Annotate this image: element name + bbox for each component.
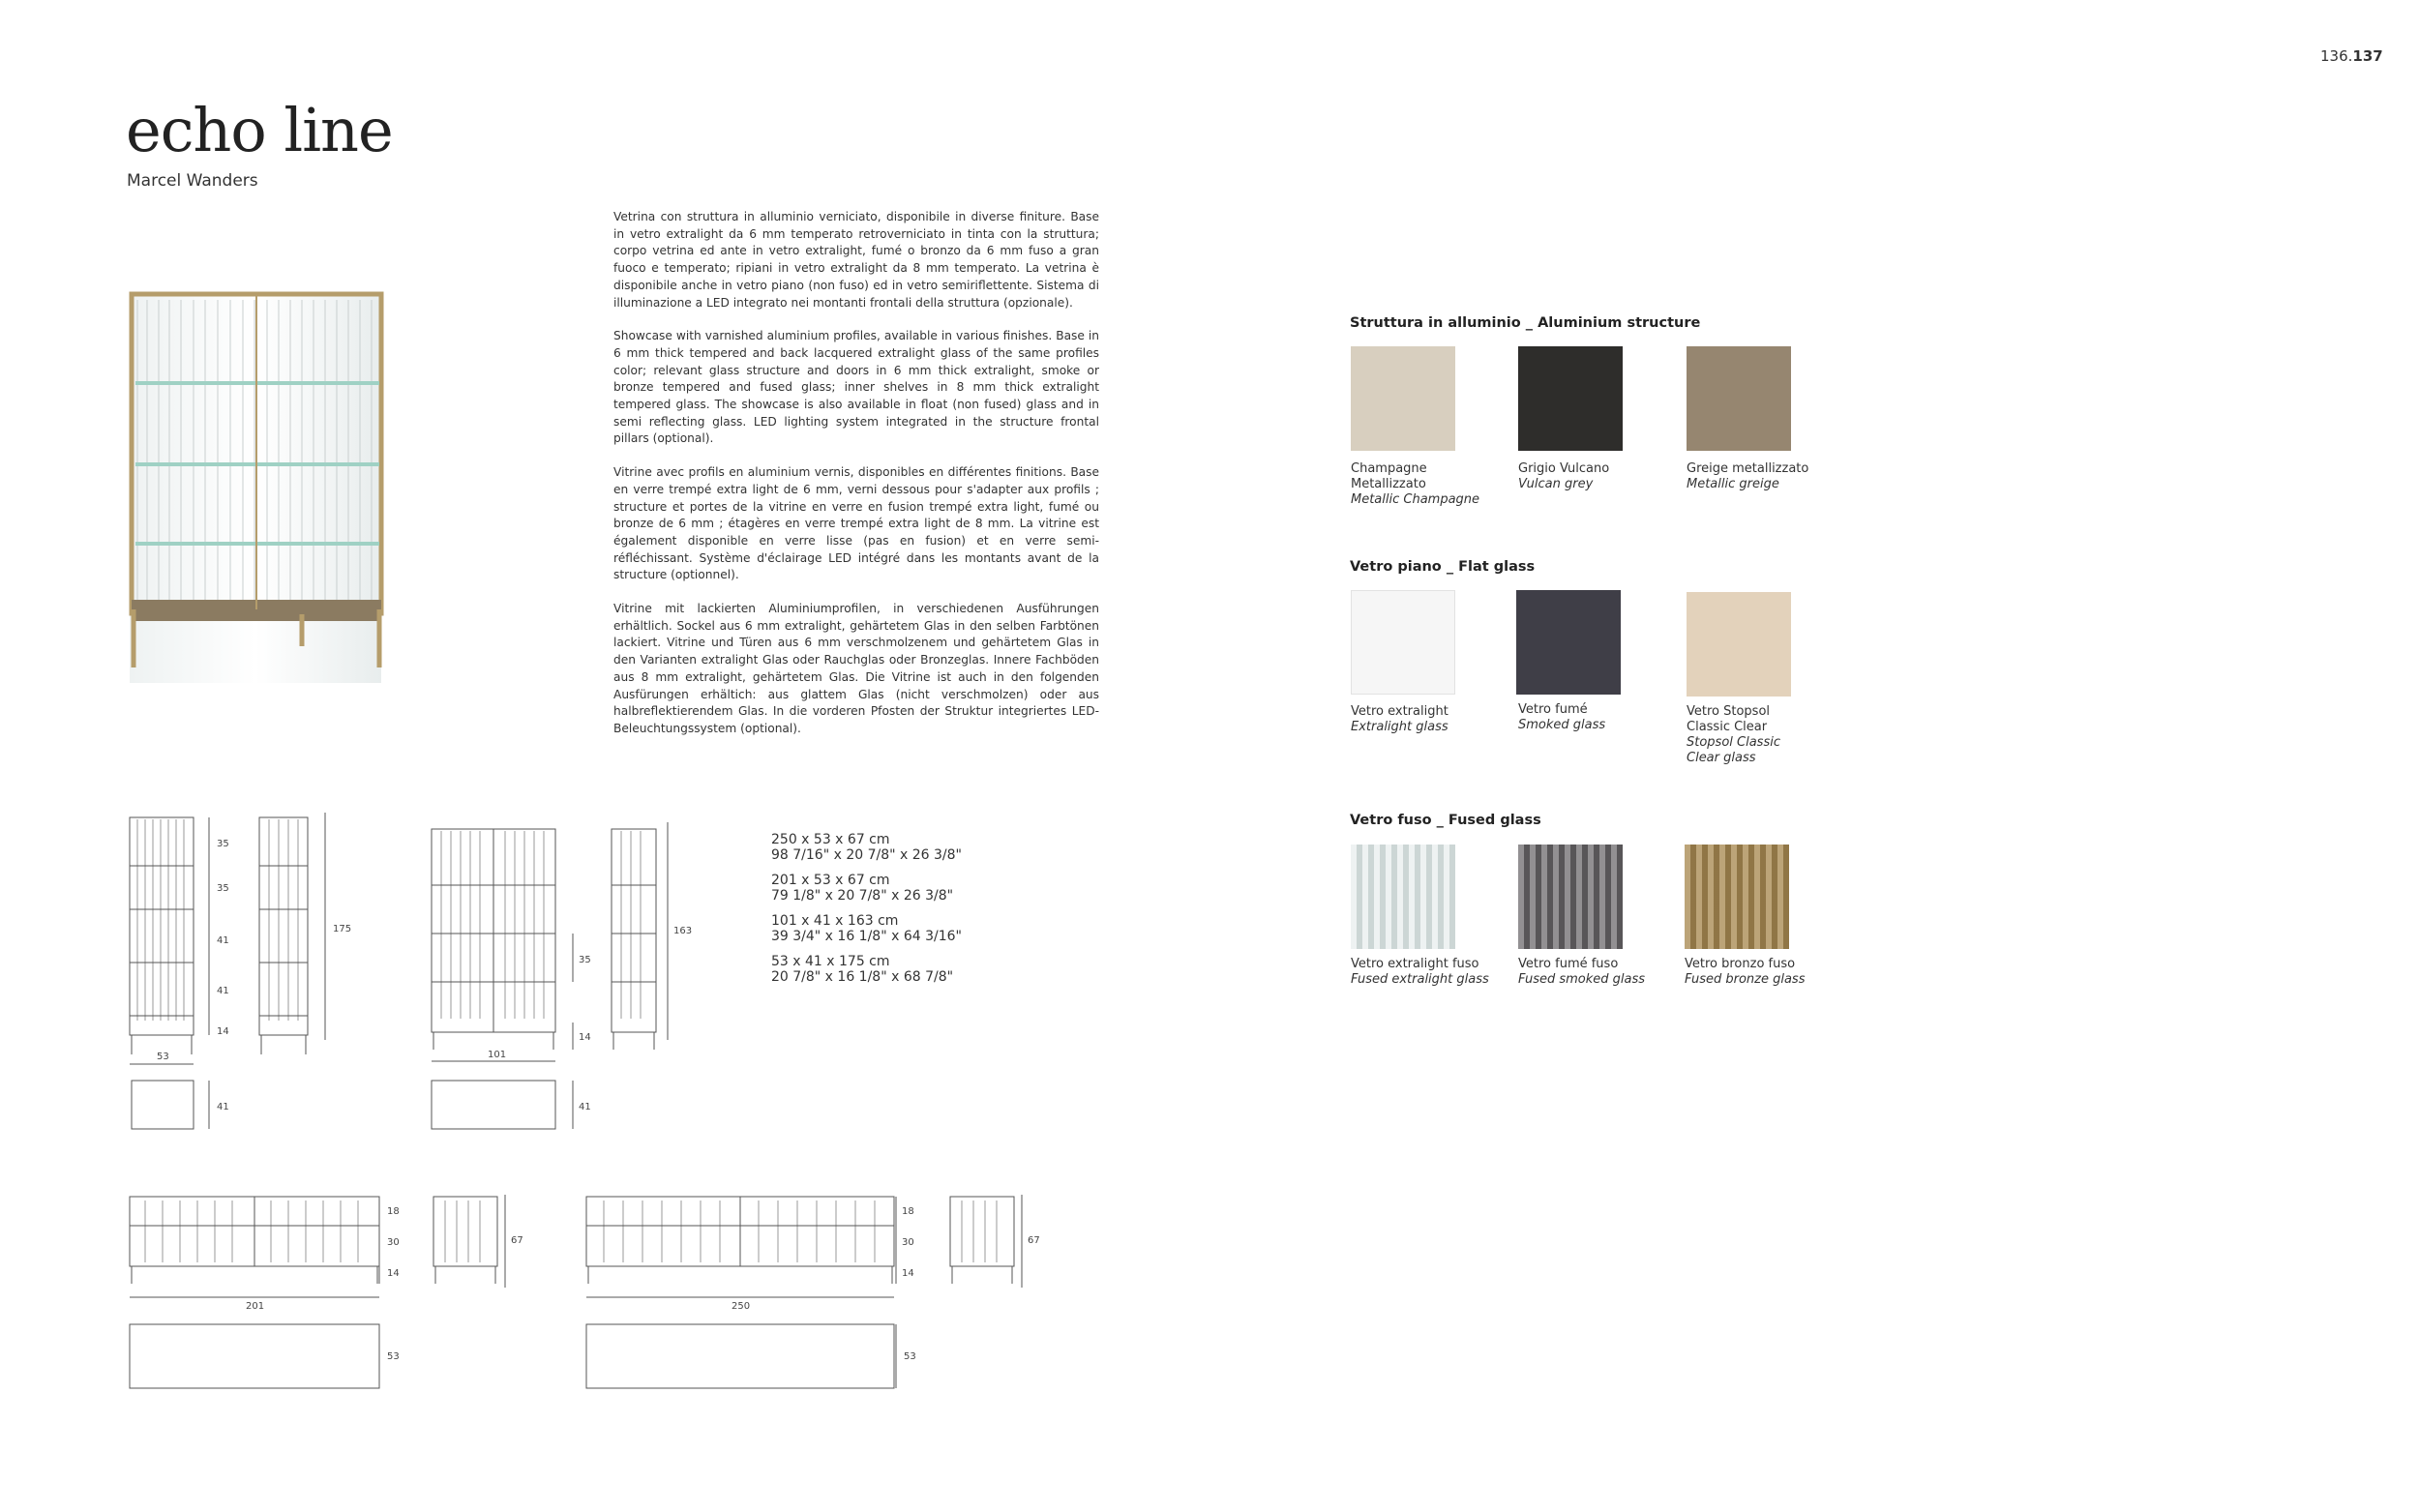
dimension-item: 53 x 41 x 175 cm 20 7/8" x 16 1/8" x 68 7/8" bbox=[771, 954, 954, 985]
dim-label: 163 bbox=[673, 926, 693, 936]
swatch-greige bbox=[1687, 346, 1791, 451]
description-german: Vitrine mit lackierten Aluminiumprofilen, in verschiedenen Ausführungen erhältlich. Sockel aus 6 mm extralight, gehärtetem Glas in den selben Farbtönen lackiert. Vitrine und Türen aus 6 mm verschmolzenem und gehärtetem Glas in den Varianten extralight Glas oder Rauchglas oder Bronzeglas. Innere Fachböden aus 8 mm extralight, gehärtetem Glas. Die Vitrine ist auch in den folgenden Ausfürungen erhältich: aus glattem Glas (nicht verschmolzen) oder aus halbreflektierendem Glas. In die vorderen Pfosten der Struktur integriertes LED-Beleuchtungssystem (optional). bbox=[613, 602, 1099, 735]
dim-label: 35 bbox=[217, 839, 229, 849]
swatch-stopsol bbox=[1687, 592, 1791, 697]
swatch-label: Champagne Metallizzato Metallic Champagne bbox=[1351, 461, 1480, 507]
designer-name: Marcel Wanders bbox=[127, 171, 258, 191]
dim-label: 35 bbox=[579, 955, 591, 965]
swatch-label: Vetro fumé fuso Fused smoked glass bbox=[1518, 957, 1646, 987]
dim-label: 201 bbox=[246, 1301, 265, 1312]
dim-label: 175 bbox=[333, 924, 352, 934]
dim-label: 14 bbox=[387, 1268, 400, 1279]
swatch-label: Vetro extralight Extralight glass bbox=[1351, 704, 1448, 734]
dimension-item: 201 x 53 x 67 cm 79 1/8" x 20 7/8" x 26 3/8" bbox=[771, 873, 954, 904]
dim-label: 14 bbox=[579, 1032, 591, 1043]
dim-label: 67 bbox=[511, 1235, 523, 1246]
dim-label: 14 bbox=[902, 1268, 914, 1279]
product-title: echo line bbox=[126, 95, 393, 165]
dim-label: 250 bbox=[732, 1301, 751, 1312]
technical-drawings bbox=[116, 808, 1064, 1408]
dim-label: 18 bbox=[387, 1206, 400, 1217]
dimension-item: 101 x 41 x 163 cm 39 3/4" x 16 1/8" x 64 3/16" bbox=[771, 913, 962, 944]
product-photo bbox=[108, 281, 408, 710]
swatch-smoked bbox=[1516, 590, 1621, 695]
description-english: Showcase with varnished aluminium profiles, available in various finishes. Base in 6 mm thick tempered and back lacquered extralight glass of the same profiles color; relevant glass structure and doors in 6 mm thick extralight, smoke or bronze tempered and fused glass; inner shelves in 8 mm thick extralight tempered glass. The showcase is also available in float (non fused) glass and in semi reflecting glass. LED lighting system integrated in the structure frontal pillars (optional). bbox=[613, 329, 1099, 446]
swatch-fused-smoked bbox=[1518, 845, 1623, 949]
dim-label: 53 bbox=[387, 1351, 400, 1362]
swatch-extralight bbox=[1351, 590, 1455, 695]
dim-label: 41 bbox=[217, 935, 229, 946]
swatch-fused-extralight bbox=[1351, 845, 1455, 949]
swatch-label: Grigio Vulcano Vulcan grey bbox=[1518, 461, 1610, 491]
dim-label: 14 bbox=[217, 1026, 229, 1037]
dim-label: 30 bbox=[387, 1237, 400, 1248]
swatch-label: Vetro fumé Smoked glass bbox=[1518, 702, 1606, 732]
dim-label: 101 bbox=[488, 1050, 507, 1060]
dim-label: 35 bbox=[217, 883, 229, 894]
dim-label: 18 bbox=[902, 1206, 914, 1217]
dimension-item: 250 x 53 x 67 cm 98 7/16" x 20 7/8" x 26 3/8" bbox=[771, 832, 962, 863]
dim-label: 53 bbox=[157, 1052, 169, 1062]
swatch-label: Vetro extralight fuso Fused extralight glass bbox=[1351, 957, 1489, 987]
dim-label: 41 bbox=[217, 1102, 229, 1112]
dim-label: 53 bbox=[904, 1351, 916, 1362]
finish-section-title: Struttura in alluminio _ Aluminium structure bbox=[1350, 315, 1701, 331]
swatch-label: Greige metallizzato Metallic greige bbox=[1687, 461, 1809, 491]
description-block bbox=[613, 209, 1099, 755]
description-french: Vitrine avec profils en aluminium vernis, disponibles en différentes finitions. Base en verre trempé extra light de 6 mm, verni dessous pour s'adapter aux profils ; structure et portes de la vitrine en verre en fusion trempé extra light, fumé ou bronze de 6 mm ; étagères en verre trempé extra light de 8 mm. La vitrine est également disponible en verre lisse (pas en fusion) et en verre semi-réfléchissant. Système d'éclairage LED intégré dans les montants avant de la structure (optionnel). bbox=[613, 465, 1099, 582]
swatch-vulcan-grey bbox=[1518, 346, 1623, 451]
swatch-label: Vetro Stopsol Classic Clear Stopsol Classic Clear glass bbox=[1687, 704, 1780, 765]
description-italian: Vetrina con struttura in alluminio verniciato, disponibile in diverse finiture. Base in vetro extralight da 6 mm temperato retroverniciato in tinta con la struttura; corpo vetrina ed ante in vetro extralight, fumé o bronzo da 6 mm fuso a gran fuoco e temperato; ripiani in vetro extralight da 8 mm temperato. La vetrina è disponibile anche in vetro piano (non fuso) ed in vetro semiriflettente. Sistema di illuminazione a LED integrato nei montanti frontali della struttura (opzionale). bbox=[613, 210, 1099, 310]
finish-section-title: Vetro piano _ Flat glass bbox=[1350, 559, 1536, 575]
dim-label: 67 bbox=[1028, 1235, 1040, 1246]
swatch-champagne bbox=[1351, 346, 1455, 451]
dim-label: 30 bbox=[902, 1237, 914, 1248]
swatch-fused-bronze bbox=[1685, 845, 1789, 949]
finish-section-title: Vetro fuso _ Fused glass bbox=[1350, 813, 1541, 828]
swatch-label: Vetro bronzo fuso Fused bronze glass bbox=[1685, 957, 1806, 987]
page-number: 136.137 bbox=[2320, 47, 2383, 65]
dim-label: 41 bbox=[217, 986, 229, 996]
dim-label: 41 bbox=[579, 1102, 591, 1112]
